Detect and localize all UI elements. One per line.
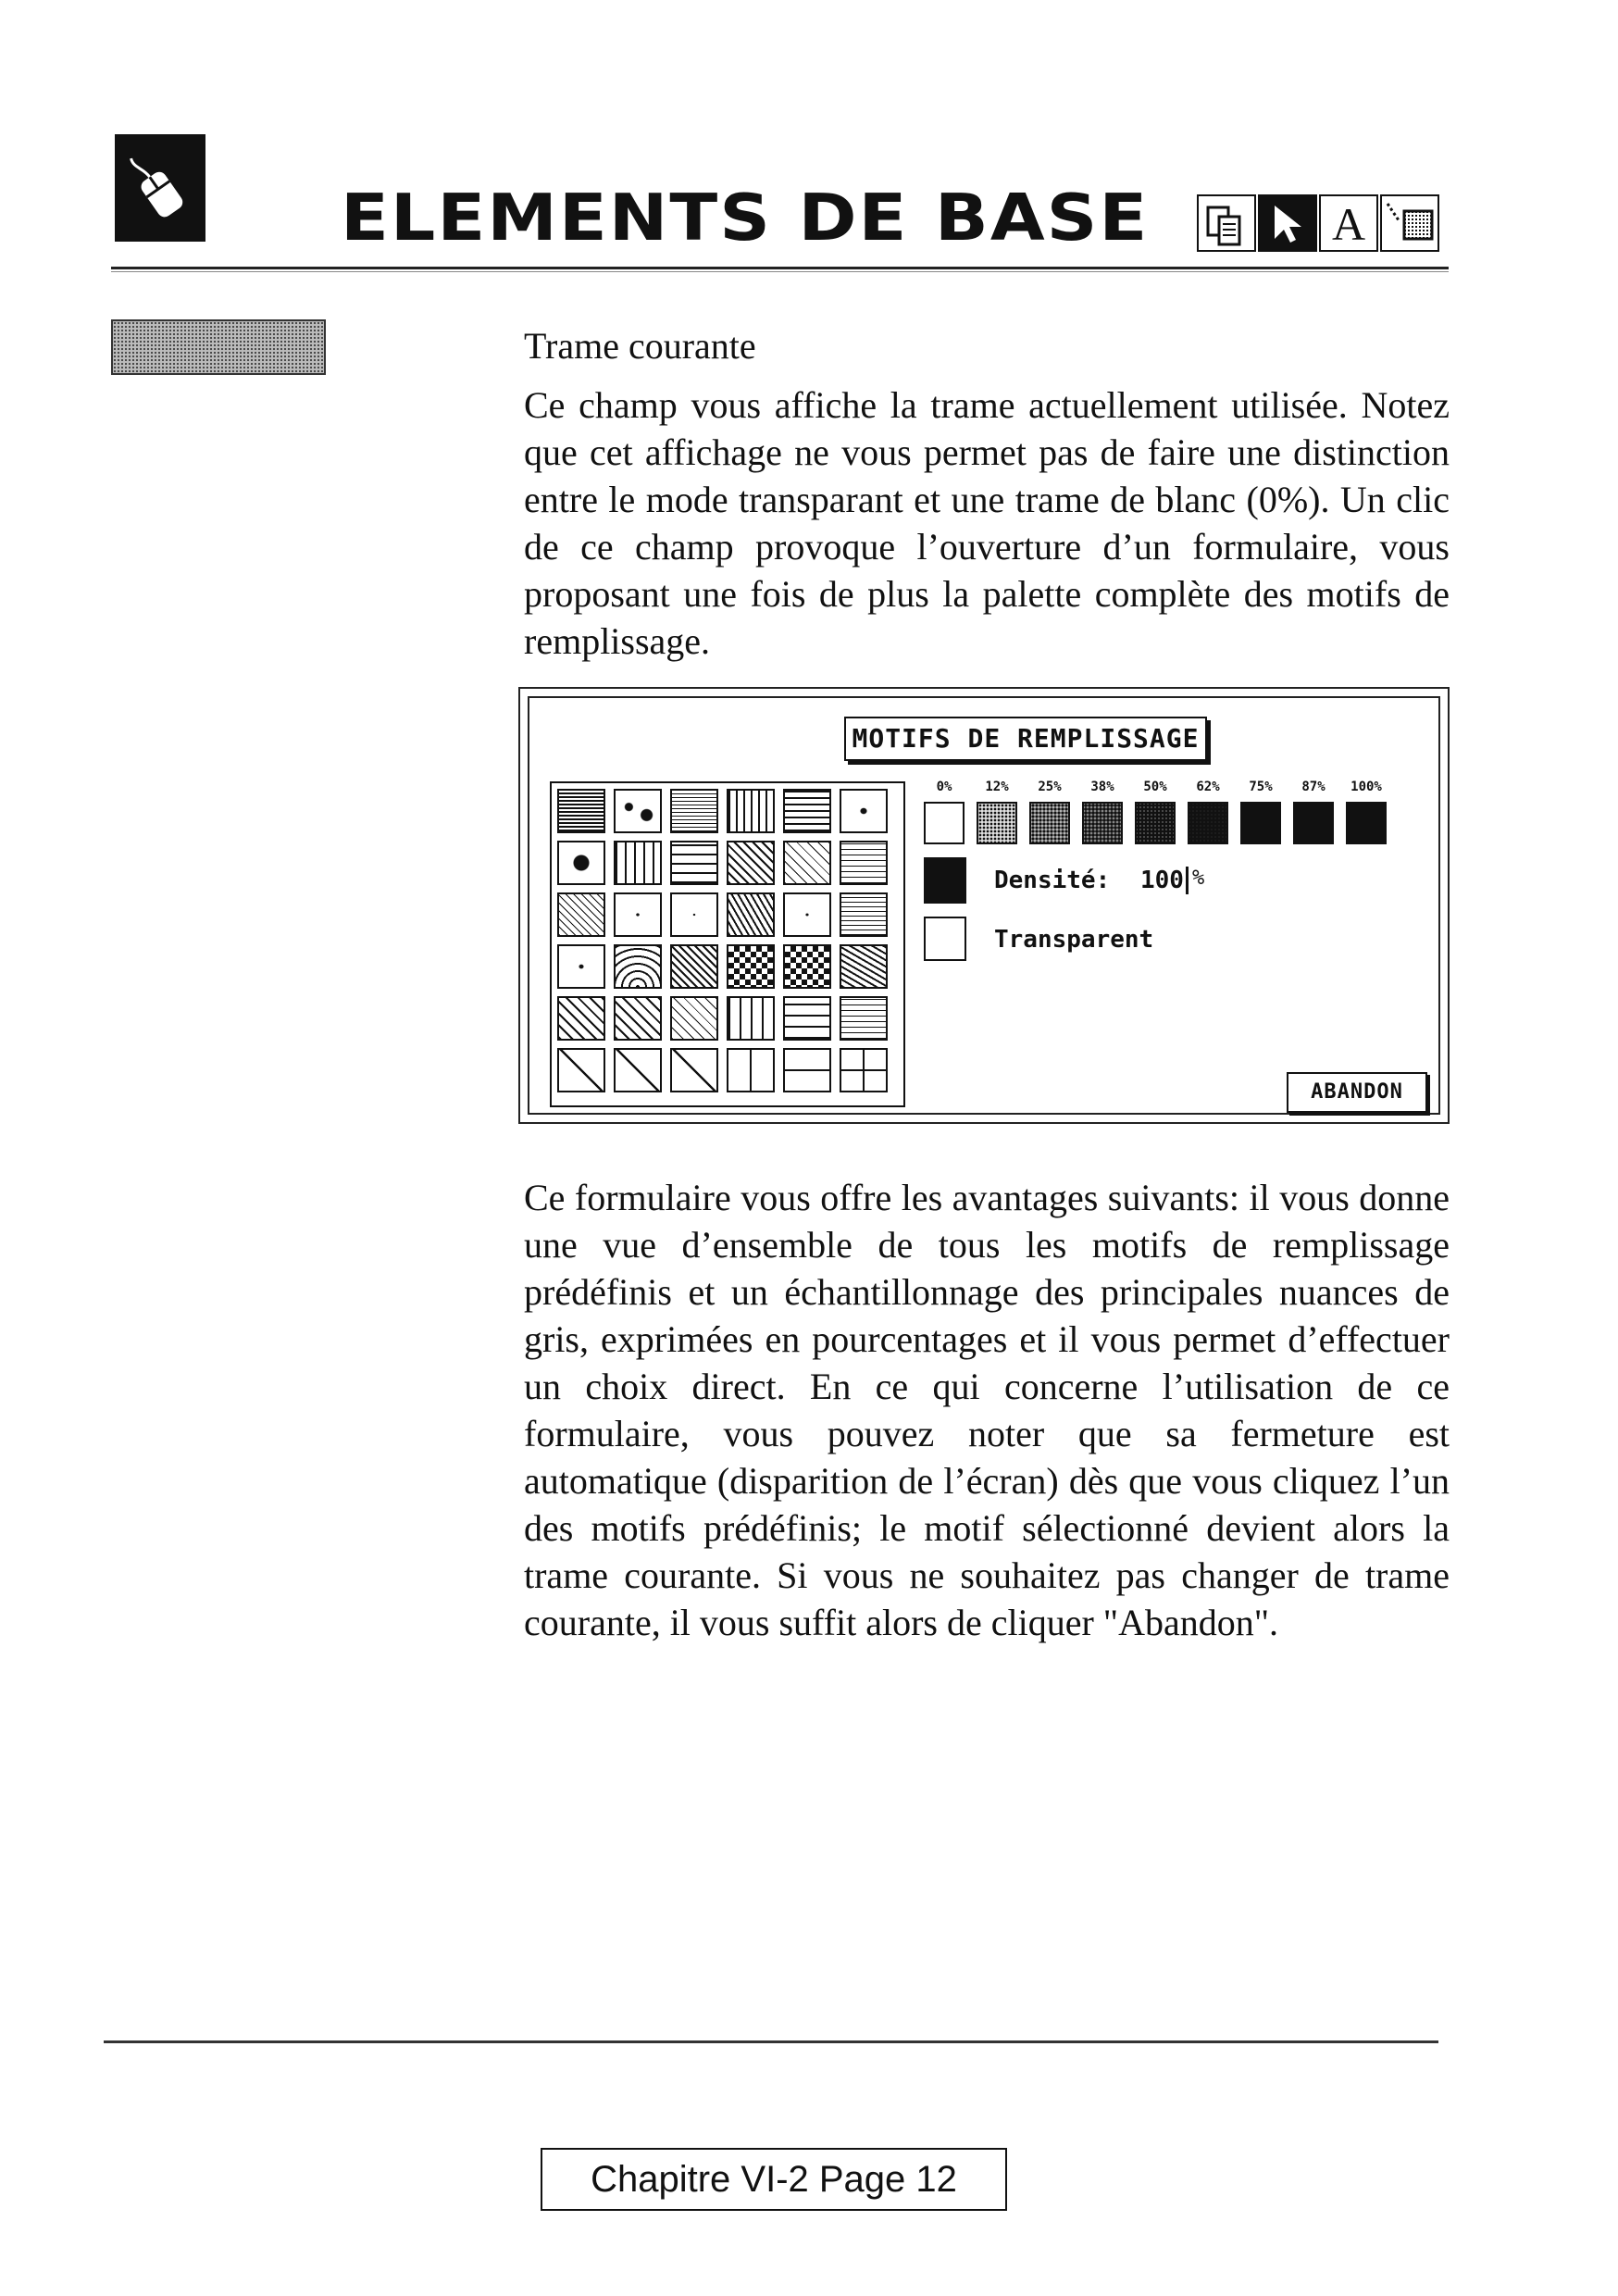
- shade-swatch[interactable]: [1240, 802, 1281, 844]
- shade-swatch[interactable]: [1346, 802, 1387, 844]
- shade-label: 12%: [985, 780, 1009, 794]
- shade-swatch[interactable]: [1082, 802, 1123, 844]
- footer-rule: [104, 2040, 1438, 2043]
- pattern-swatch[interactable]: [727, 996, 775, 1041]
- pattern-swatch[interactable]: [670, 944, 718, 989]
- density-input[interactable]: 100: [1140, 867, 1189, 894]
- density-unit: %: [1192, 867, 1205, 890]
- pattern-swatch[interactable]: [557, 1048, 605, 1092]
- pattern-swatch[interactable]: [727, 1048, 775, 1092]
- shade-swatch[interactable]: [1293, 802, 1334, 844]
- shade-swatch[interactable]: [1029, 802, 1070, 844]
- toolbox-icons: [1197, 194, 1445, 252]
- abandon-button[interactable]: ABANDON: [1287, 1072, 1427, 1113]
- dialog-frame: [528, 696, 1440, 1115]
- pattern-swatch[interactable]: [783, 789, 831, 833]
- shade-label: 38%: [1090, 780, 1114, 794]
- page-icon: [1197, 194, 1256, 252]
- pattern-swatch[interactable]: [557, 789, 605, 833]
- pattern-swatch[interactable]: [783, 1048, 831, 1092]
- transparent-checkbox[interactable]: [924, 917, 966, 961]
- chapter-mouse-icon: [115, 134, 205, 242]
- page-number-box: Chapitre VI-2 Page 12: [541, 2148, 1007, 2211]
- pattern-swatch[interactable]: [614, 892, 662, 937]
- pattern-swatch[interactable]: [783, 841, 831, 885]
- page-header-title: ELEMENTS DE BASE: [341, 179, 1150, 256]
- pattern-swatch[interactable]: [614, 841, 662, 885]
- pattern-swatch[interactable]: [670, 789, 718, 833]
- sidebar-marker: [111, 319, 326, 375]
- shade-swatch[interactable]: [924, 802, 965, 844]
- pattern-swatch[interactable]: [670, 841, 718, 885]
- paragraph-advantages: Ce formulaire vous offre les avantages suivants: il vous donne une vue d’ensemble de tous les motifs de remplissage prédéfinis et un échantillonnage des principales nuances de gris, exprimées en pourcentages et il vous permet d’effectuer un choix direct. En ce qui concerne l’utilisation de ce formulaire, vous pouvez noter que sa fermeture est automatique (disparition de l’écran) dès que vous cliquez l’un des motifs prédéfinis; le motif sélectionné devient alors la trame courante. Si vous ne souhaitez pas changer de trame courante, il vous suffit alors de cliquer "Abandon".: [524, 1177, 1450, 1643]
- pattern-swatch[interactable]: [727, 841, 775, 885]
- pattern-swatch[interactable]: [727, 789, 775, 833]
- shade-swatch[interactable]: [1135, 802, 1176, 844]
- transparent-label: Transparent: [994, 926, 1154, 954]
- section-subtitle: Trame courante: [524, 325, 756, 367]
- shade-label: 62%: [1196, 780, 1220, 794]
- shade-swatch[interactable]: [977, 802, 1017, 844]
- shade-label: 50%: [1143, 780, 1167, 794]
- pattern-swatch[interactable]: [670, 1048, 718, 1092]
- pattern-swatch[interactable]: [727, 944, 775, 989]
- density-label: Densité:: [994, 867, 1111, 894]
- pointer-icon: [1258, 194, 1317, 252]
- pattern-swatch[interactable]: [783, 892, 831, 937]
- pattern-swatch[interactable]: [670, 996, 718, 1041]
- header-rule-shadow: [111, 271, 1449, 272]
- pattern-swatch[interactable]: [557, 996, 605, 1041]
- pattern-swatch[interactable]: [614, 789, 662, 833]
- current-fill-swatch: [924, 857, 966, 904]
- shade-label: 0%: [936, 780, 952, 794]
- pattern-swatch[interactable]: [840, 789, 888, 833]
- pattern-swatch[interactable]: [670, 892, 718, 937]
- fill-pattern-icon: [1380, 194, 1439, 252]
- pattern-swatch[interactable]: [557, 944, 605, 989]
- header-rule: [111, 267, 1449, 269]
- shade-swatch[interactable]: [1188, 802, 1228, 844]
- pattern-swatch[interactable]: [557, 841, 605, 885]
- shade-label: 25%: [1038, 780, 1062, 794]
- pattern-swatch[interactable]: [614, 944, 662, 989]
- shade-label: 87%: [1301, 780, 1326, 794]
- pattern-swatch[interactable]: [727, 892, 775, 937]
- pattern-swatch[interactable]: [783, 996, 831, 1041]
- text-tool-glyph: A: [1332, 198, 1366, 250]
- pattern-swatch[interactable]: [840, 944, 888, 989]
- pattern-swatch[interactable]: [614, 996, 662, 1041]
- dialog-title: MOTIFS DE REMPLISSAGE: [844, 717, 1207, 761]
- pattern-swatch[interactable]: [840, 996, 888, 1041]
- pattern-swatch[interactable]: [783, 944, 831, 989]
- fill-patterns-dialog: [518, 687, 1450, 1124]
- shade-label: 100%: [1350, 780, 1382, 794]
- text-icon: [1319, 194, 1378, 252]
- paragraph-intro: Ce champ vous affiche la trame actuellement utilisée. Notez que cet affichage ne vous permet pas de faire une distinction entre le mode transparant et une trame de blanc (0%). Un clic de ce champ provoque l’ouverture d’un formulaire, vous proposant une fois de plus la palette complète des motifs de remplissage.: [524, 384, 1450, 662]
- shade-label: 75%: [1249, 780, 1273, 794]
- pattern-swatch[interactable]: [840, 841, 888, 885]
- pattern-swatch[interactable]: [840, 1048, 888, 1092]
- pattern-grid: [550, 781, 905, 1107]
- pattern-swatch[interactable]: [557, 892, 605, 937]
- pattern-swatch[interactable]: [614, 1048, 662, 1092]
- pattern-swatch[interactable]: [840, 892, 888, 937]
